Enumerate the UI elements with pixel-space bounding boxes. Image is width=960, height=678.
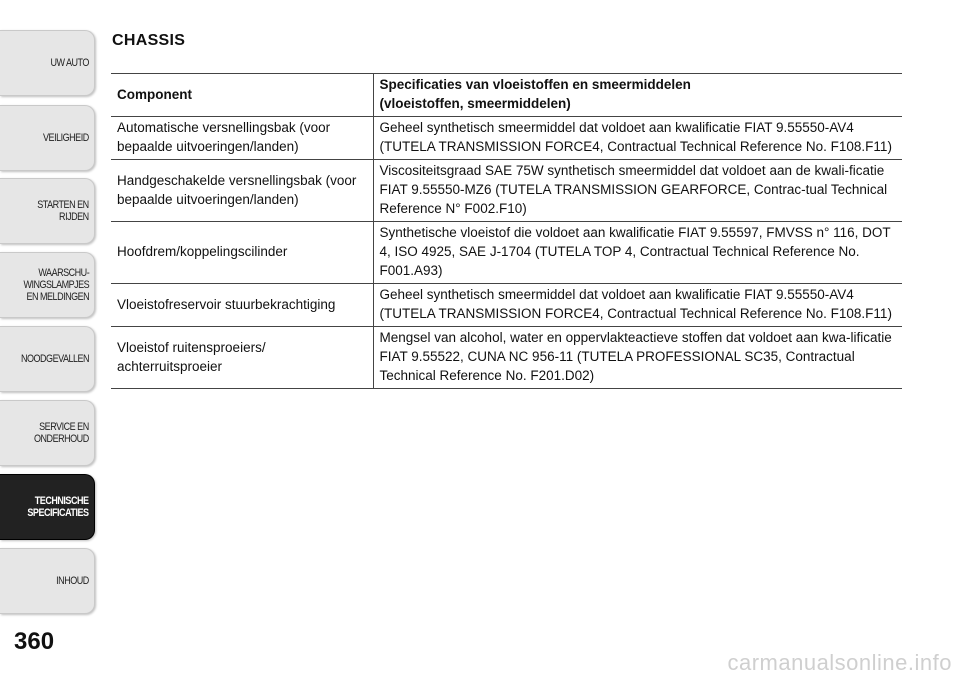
row-component: Vloeistofreservoir stuurbekrachtiging <box>111 284 373 327</box>
row-spec: Synthetische vloeistof die voldoet aan kwalificatie FIAT 9.55597, FMVSS n° 116, DOT 4, ISO 4925, SAE J-1704 (TUTELA TOP 4, Contractual Technical Reference No. F001.A93) <box>373 222 902 284</box>
page-number: 360 <box>14 628 55 655</box>
tab-inhoud[interactable]: INHOUD <box>0 548 95 614</box>
header-spec: Specificaties van vloeistoffen en smeermiddelen (vloeistoffen, smeermiddelen) <box>373 74 902 117</box>
table-row <box>111 327 902 389</box>
table-row <box>111 222 902 284</box>
section-title: CHASSIS <box>112 32 186 49</box>
watermark: carmanualsonline.info <box>727 650 952 675</box>
table-row <box>111 284 902 327</box>
row-spec: Geheel synthetisch smeermiddel dat voldoet aan kwalificatie FIAT 9.55550-AV4 (TUTELA TRANSMISSION FORCE4, Contractual Technical Reference No. F108.F11) <box>373 117 902 160</box>
row-component: Automatische versnellingsbak (voor bepaalde uitvoeringen/landen) <box>111 117 373 160</box>
tab-uw-auto[interactable]: UW AUTO <box>0 30 95 96</box>
row-component: Vloeistof ruitensproeiers/ achterruitsproeier <box>111 327 373 389</box>
header-component: Component <box>111 74 373 117</box>
tab-starten-en-rijden[interactable]: STARTEN EN RIJDEN <box>0 178 95 244</box>
table-row <box>111 160 902 222</box>
tab-technische-specificaties[interactable]: TECHNISCHE SPECIFICATIES <box>0 474 95 540</box>
tab-veiligheid[interactable]: VEILIGHEID <box>0 105 95 171</box>
chassis-spec-table <box>111 73 902 389</box>
table-row <box>111 117 902 160</box>
row-spec: Geheel synthetisch smeermiddel dat voldoet aan kwalificatie FIAT 9.55550-AV4 (TUTELA TRANSMISSION FORCE4, Contractual Technical Reference No. F108.F11) <box>373 284 902 327</box>
row-component: Handgeschakelde versnellingsbak (voor bepaalde uitvoeringen/landen) <box>111 160 373 222</box>
table-header-row <box>111 74 902 117</box>
row-component: Hoofdrem/koppelingscilinder <box>111 222 373 284</box>
row-spec: Viscositeitsgraad SAE 75W synthetisch smeermiddel dat voldoet aan de kwali-ficatie FIAT 9.55550-MZ6 (TUTELA TRANSMISSION GEARFORCE, Contrac-tual Technical Reference N° F002.F10) <box>373 160 902 222</box>
row-spec: Mengsel van alcohol, water en oppervlakteactieve stoffen dat voldoet aan kwa-lificatie FIAT 9.55522, CUNA NC 956-11 (TUTELA PROFESSIONAL SC35, Contractual Technical Reference No. F201.D02) <box>373 327 902 389</box>
tab-waarschuwingslampjes[interactable]: WAARSCHU- WINGSLAMPJES EN MELDINGEN <box>0 252 95 318</box>
tab-noodgevallen[interactable]: NOODGEVALLEN <box>0 326 95 392</box>
tab-service-en-onderhoud[interactable]: SERVICE EN ONDERHOUD <box>0 400 95 466</box>
